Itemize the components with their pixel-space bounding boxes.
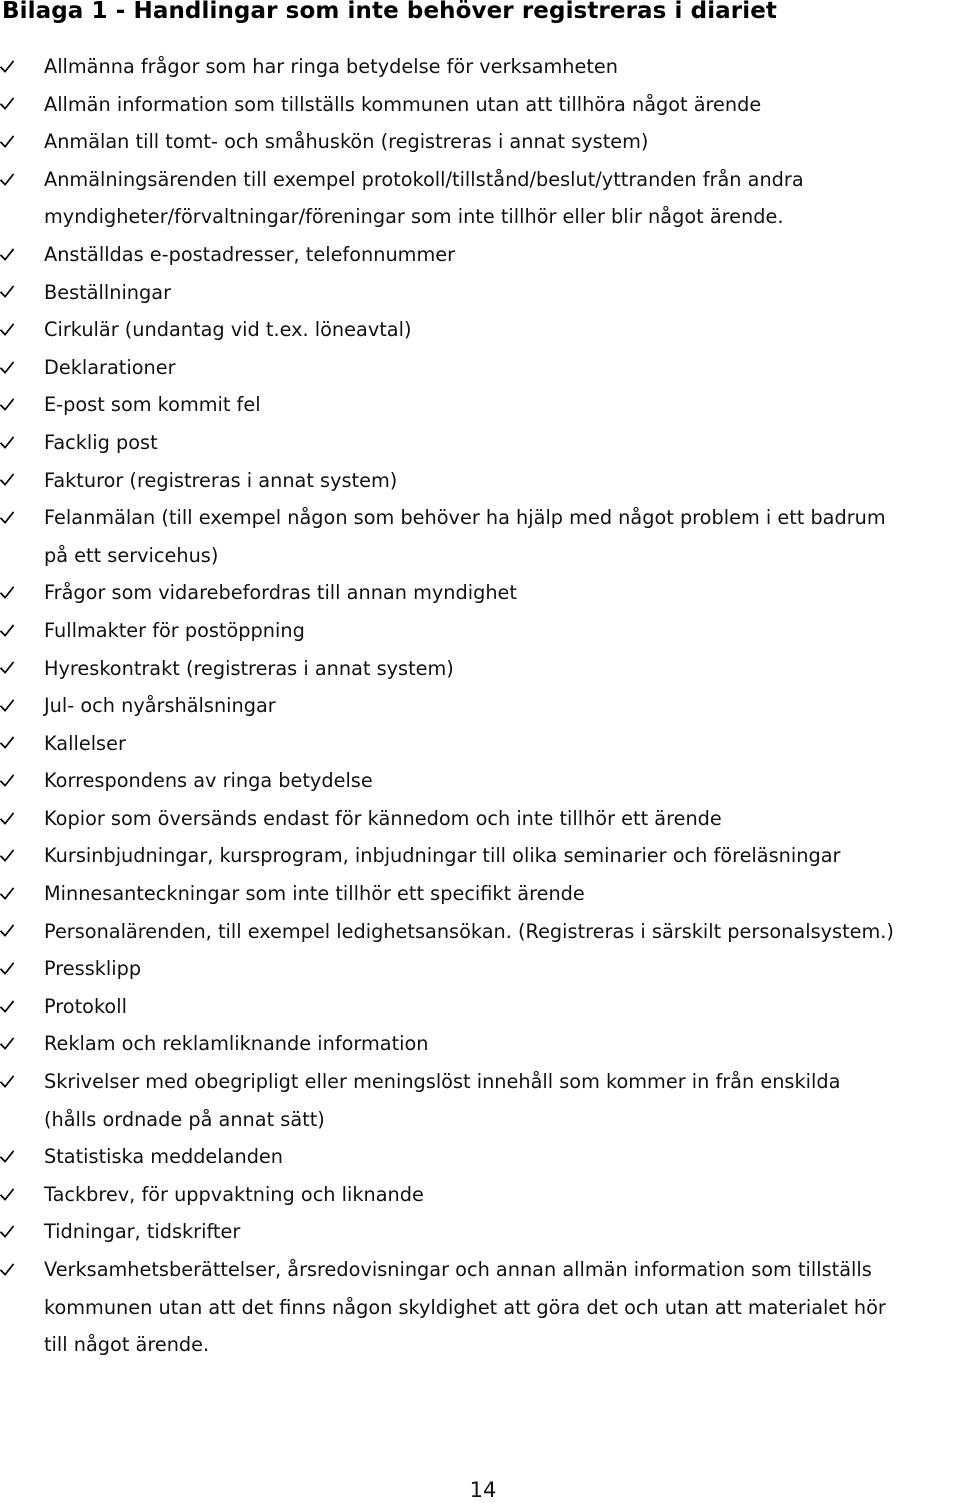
list-item bbox=[0, 875, 960, 913]
checkmark-icon bbox=[0, 1213, 16, 1251]
checkmark-icon bbox=[0, 1251, 16, 1289]
checkmark-icon bbox=[0, 837, 16, 875]
list-item-text: Reklam och reklamliknande information bbox=[44, 1032, 429, 1056]
list-item-text: Cirkulär (undantag vid t.ex. löneavtal) bbox=[44, 318, 412, 342]
list-item bbox=[0, 123, 960, 161]
list-item-text: Fakturor (registreras i annat system) bbox=[44, 468, 398, 492]
list-item bbox=[0, 349, 960, 387]
checkmark-icon bbox=[0, 86, 16, 124]
list-item bbox=[0, 687, 960, 725]
list-item bbox=[0, 988, 960, 1026]
list-item-text: Felanmälan (till exempel någon som behöver ha hjälp med något problem i ett badrum bbox=[44, 506, 886, 530]
list-item-text: Personalärenden, till exempel ledighetsansökan. (Registreras i särskilt personalsystem.) bbox=[44, 919, 894, 943]
checkmark-icon bbox=[0, 1025, 16, 1063]
list-item bbox=[0, 1138, 960, 1176]
checkmark-icon bbox=[0, 875, 16, 913]
list-item-text: Tackbrev, för uppvaktning och liknande bbox=[44, 1182, 424, 1206]
list-item-text: Frågor som vidarebefordras till annan myndighet bbox=[44, 581, 517, 605]
list-item-text: Allmän information som tillställs kommunen utan att tillhöra något ärende bbox=[44, 92, 762, 116]
list-item-text: Minnesanteckningar som inte tillhör ett specifikt ärende bbox=[44, 882, 585, 906]
checkmark-icon bbox=[0, 424, 16, 462]
list-item bbox=[0, 311, 960, 349]
list-item-text: Jul- och nyårshälsningar bbox=[44, 694, 276, 718]
list-item-text: Kursinbjudningar, kursprogram, inbjudningar till olika seminarier och föreläsningar bbox=[44, 844, 841, 868]
list-item-text: Pressklipp bbox=[44, 957, 142, 981]
list-item-text: Beställningar bbox=[44, 280, 172, 304]
list-item bbox=[0, 650, 960, 688]
list-item-text: Kopior som översänds endast för kännedom och inte tillhör ett ärende bbox=[44, 806, 722, 830]
list-item-text: Verksamhetsberättelser, årsredovisningar och annan allmän information som tillställs bbox=[44, 1258, 872, 1281]
list-item bbox=[0, 725, 960, 763]
list-item bbox=[0, 86, 960, 124]
list-item-text: Kallelser bbox=[44, 731, 126, 755]
list-item bbox=[0, 161, 960, 236]
checkmark-icon bbox=[0, 687, 16, 725]
list-item-text: myndigheter/förvaltningar/föreningar som inte tillhör eller blir något ärende. bbox=[44, 205, 784, 229]
list-item bbox=[0, 762, 960, 800]
list-item bbox=[0, 499, 960, 574]
checkmark-icon bbox=[0, 349, 16, 387]
list-item bbox=[0, 462, 960, 500]
list-item bbox=[0, 1063, 960, 1138]
list-item-text: (hålls ordnade på annat sätt) bbox=[44, 1107, 325, 1131]
list-item bbox=[0, 950, 960, 988]
checkmark-icon bbox=[0, 236, 16, 274]
list-item-text: Allmänna frågor som har ringa betydelse för verksamheten bbox=[44, 55, 618, 78]
checkmark-icon bbox=[0, 1138, 16, 1176]
handlingar-list bbox=[0, 48, 960, 1364]
list-item bbox=[0, 1025, 960, 1063]
list-item-text: Facklig post bbox=[44, 430, 158, 454]
list-item-text: Hyreskontrakt (registreras i annat system) bbox=[44, 656, 454, 680]
checkmark-icon bbox=[0, 650, 16, 688]
page-title: Bilaga 1 - Handlingar som inte behöver registreras i diariet bbox=[2, 0, 778, 24]
list-item bbox=[0, 1251, 960, 1364]
checkmark-icon bbox=[0, 913, 16, 951]
list-item-text: Anmälningsärenden till exempel protokoll/tillstånd/beslut/yttranden från andra bbox=[44, 167, 804, 191]
list-item-text: kommunen utan att det finns någon skyldighet att göra det och utan att materialet hör bbox=[44, 1295, 886, 1319]
checkmark-icon bbox=[0, 311, 16, 349]
list-item bbox=[0, 274, 960, 312]
list-item-text: Anställdas e-postadresser, telefonnummer bbox=[44, 242, 456, 266]
list-item-text: på ett servicehus) bbox=[44, 543, 219, 567]
list-item bbox=[0, 48, 960, 86]
list-item bbox=[0, 1176, 960, 1214]
page-number: 14 bbox=[469, 1478, 497, 1502]
checkmark-icon bbox=[0, 48, 16, 86]
checkmark-icon bbox=[0, 762, 16, 800]
list-item-text: Korrespondens av ringa betydelse bbox=[44, 769, 373, 793]
checkmark-icon bbox=[0, 161, 16, 199]
list-item bbox=[0, 837, 960, 875]
list-item bbox=[0, 574, 960, 612]
checkmark-icon bbox=[0, 612, 16, 650]
checkmark-icon bbox=[0, 1176, 16, 1214]
checkmark-icon bbox=[0, 274, 16, 312]
checkmark-icon bbox=[0, 123, 16, 161]
list-item bbox=[0, 800, 960, 838]
checkmark-icon bbox=[0, 800, 16, 838]
list-item bbox=[0, 236, 960, 274]
checkmark-icon bbox=[0, 499, 16, 537]
checkmark-icon bbox=[0, 1063, 16, 1101]
checkmark-icon bbox=[0, 386, 16, 424]
list-item-text: Statistiska meddelanden bbox=[44, 1145, 284, 1169]
list-item-text: Protokoll bbox=[44, 994, 127, 1018]
list-item bbox=[0, 612, 960, 650]
list-item-text: Tidningar, tidskrifter bbox=[44, 1220, 241, 1244]
list-item bbox=[0, 913, 960, 951]
checkmark-icon bbox=[0, 950, 16, 988]
list-item bbox=[0, 424, 960, 462]
checkmark-icon bbox=[0, 988, 16, 1026]
list-item bbox=[0, 1213, 960, 1251]
checkmark-icon bbox=[0, 574, 16, 612]
list-item-text: Anmälan till tomt- och småhuskön (registreras i annat system) bbox=[44, 130, 649, 154]
list-item-text: E-post som kommit fel bbox=[44, 393, 261, 417]
list-item bbox=[0, 386, 960, 424]
checkmark-icon bbox=[0, 725, 16, 763]
list-item-text: Skrivelser med obegripligt eller meningslöst innehåll som kommer in från enskilda bbox=[44, 1070, 841, 1094]
list-item-text: Deklarationer bbox=[44, 355, 176, 379]
list-item-text: till något ärende. bbox=[44, 1333, 210, 1357]
list-item-text: Fullmakter för postöppning bbox=[44, 618, 305, 642]
checkmark-icon bbox=[0, 462, 16, 500]
